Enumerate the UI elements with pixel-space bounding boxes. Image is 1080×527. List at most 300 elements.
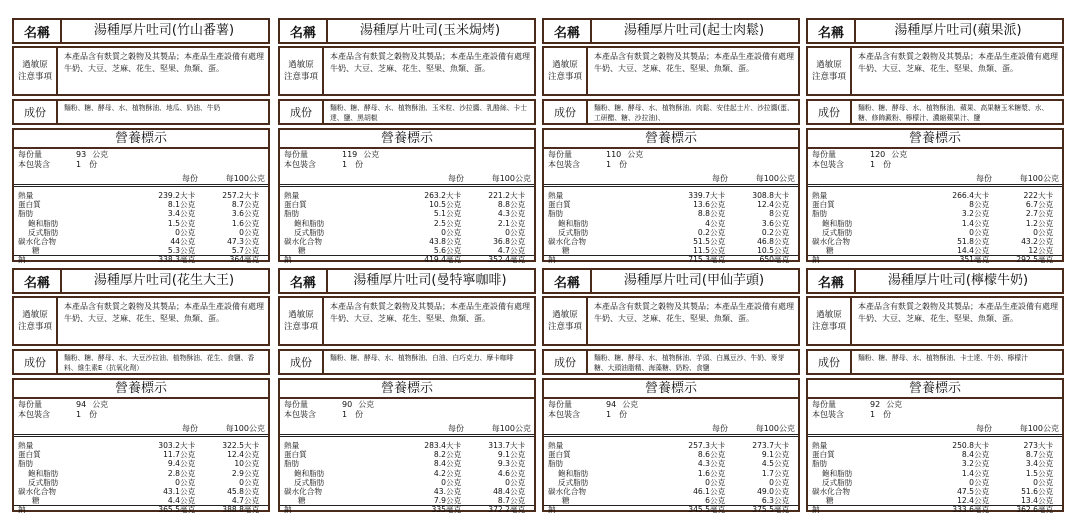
per-serving-value: 5.3 (167, 246, 180, 256)
nutrient-row-protein (14, 450, 268, 459)
nutrient-name: 碳水化合物 (548, 486, 586, 496)
nutrient-row-carbohydrate (544, 237, 798, 246)
ingredients-text: 麵粉、糖、酵母、水、植物酥油、肉鬆、安佳起士片、沙拉醬(蛋、工研醋、糖、沙拉油)、 (594, 104, 794, 122)
nutrient-name: 飽和脂肪 (28, 218, 59, 228)
allergen-label-line1: 過敏原 (816, 60, 842, 70)
per-serving-unit: 公克 (974, 209, 990, 219)
ingredients-row (12, 99, 270, 125)
product-name: 湯種厚片吐司(曼特寧咖啡) (353, 273, 507, 288)
per-serving-header: 每份 (976, 424, 992, 433)
servings-per-pack-row (18, 410, 97, 420)
per-100g-value: 308.8 (752, 191, 774, 200)
per-100g-header: 每100公克 (1019, 424, 1059, 433)
per-100g-value: 8.7 (497, 496, 510, 506)
per-serving-value: 51.5 (693, 236, 710, 246)
per-serving-unit: 大卡 (710, 191, 726, 200)
allergen-label (808, 48, 852, 94)
per-serving-unit: 公克 (710, 209, 726, 219)
per-serving-value: 14.4 (957, 246, 974, 256)
serving-size-value: 119 (342, 150, 358, 159)
nutrient-name: 碳水化合物 (18, 236, 56, 246)
nutrition-table (806, 378, 1064, 515)
name-label: 名稱 (280, 270, 328, 292)
per-100g-value: 2.7 (1025, 209, 1038, 219)
nutrient-name: 蛋白質 (812, 200, 835, 210)
product-name: 湯種厚片吐司(花生大王) (93, 273, 235, 288)
nutrient-row-calories (14, 186, 268, 200)
allergen-label-line1: 過敏原 (816, 310, 842, 320)
nutrient-row-saturated-fat (808, 469, 1062, 478)
per-100g-unit: 公克 (1038, 486, 1054, 496)
per-100g-value: 49.0 (757, 486, 774, 496)
per-100g-value: 6.3 (761, 496, 774, 506)
per-serving-unit: 大卡 (180, 441, 196, 450)
ingredients-text: 麵粉、糖、酵母、水、大豆沙拉油、植物酥油、花生、食鹽、香料、維生素E（抗氧化劑） (64, 354, 255, 372)
per-serving-unit: 公克 (710, 459, 726, 469)
per-100g-header: 每100公克 (491, 424, 531, 433)
per-serving-value: 0 (969, 227, 974, 237)
per-serving-unit: 公克 (180, 486, 196, 496)
nutrient-row-calories (808, 186, 1062, 200)
per-100g-unit: 毫克 (244, 505, 260, 515)
nutrient-row-sugar (808, 496, 1062, 505)
nutrient-rows (14, 186, 268, 265)
allergen-label-line2: 注意事項 (17, 322, 52, 332)
ingredients-text: 麵粉、糖、酵母、水、植物酥油、芋頭、白鳳豆沙、牛奶、麥芽糖、大頭油脂精、海藻糖、奶粉、食鹽 (594, 354, 785, 372)
per-serving-unit: 公克 (446, 200, 462, 210)
allergen-label-line2: 注意事項 (811, 322, 846, 332)
servings-per-pack-value: 1 份 (606, 410, 628, 419)
per-100g-value: 9.1 (761, 450, 774, 460)
nutrition-title: 營養標示 (280, 380, 534, 399)
per-serving-unit: 公克 (180, 227, 196, 237)
name-label: 名稱 (808, 270, 856, 292)
nutrient-row-fat (808, 459, 1062, 468)
per-100g-unit: 大卡 (510, 191, 526, 200)
per-serving-value: 8.4 (433, 459, 446, 469)
ingredients-text: 麵粉、糖、酵母、水、植物酥油、白油、白巧克力、摩卡咖啡 (330, 354, 514, 362)
allergen-label (14, 48, 58, 94)
per-serving-header: 每份 (182, 424, 198, 433)
per-serving-unit: 公克 (710, 246, 726, 256)
ingredients-text: 麵粉、糖、酵母、水、植物酥油、卡士達、牛奶、檸檬汁 (858, 354, 1028, 362)
per-serving-value: 419.4 (424, 255, 446, 265)
per-100g-header: 每100公克 (755, 174, 795, 183)
per-100g-unit: 公克 (244, 200, 260, 210)
per-serving-unit: 公克 (974, 486, 990, 496)
nutrient-name: 鈉 (812, 505, 820, 515)
per-100g-unit: 公克 (510, 236, 526, 246)
serving-size-row (548, 150, 643, 160)
per-100g-value: 4.7 (497, 246, 510, 256)
per-serving-value: 257.3 (688, 441, 710, 450)
per-100g-unit: 公克 (1038, 209, 1054, 219)
nutrient-row-carbohydrate (544, 487, 798, 496)
per-serving-unit: 毫克 (974, 505, 990, 515)
servings-per-pack-value: 1 份 (606, 160, 628, 169)
per-serving-unit: 大卡 (446, 441, 462, 450)
per-serving-value: 8 (969, 200, 974, 210)
nutrient-name: 糖 (32, 246, 40, 256)
per-serving-unit: 公克 (974, 477, 990, 487)
nutrient-name: 蛋白質 (548, 200, 571, 210)
nutrient-name: 飽和脂肪 (28, 468, 59, 478)
ingredients-row (278, 349, 536, 375)
nutrient-row-sodium (544, 255, 798, 264)
nutrient-row-calories (544, 436, 798, 450)
nutrient-name: 飽和脂肪 (558, 468, 589, 478)
per-100g-unit: 公克 (774, 200, 790, 210)
per-serving-value: 6 (705, 496, 710, 506)
ingredients-row (806, 349, 1064, 375)
per-serving-header: 每份 (976, 174, 992, 183)
nutrient-name: 鈉 (548, 505, 556, 515)
nutrient-row-sugar (544, 496, 798, 505)
nutrient-name: 糖 (298, 246, 306, 256)
nutrient-rows (808, 186, 1062, 265)
per-serving-unit: 公克 (446, 246, 462, 256)
per-100g-value: 51.6 (1021, 486, 1038, 496)
ingredients-row (278, 99, 536, 125)
column-header (808, 174, 1062, 185)
per-serving-unit: 公克 (446, 477, 462, 487)
serving-size-value: 120 (870, 150, 886, 159)
nutrient-row-sodium (14, 255, 268, 264)
nutrient-name: 反式脂肪 (294, 227, 325, 237)
nutrient-name: 鈉 (284, 255, 292, 265)
servings-per-pack-value: 1 份 (76, 160, 98, 169)
nutrient-row-carbohydrate (808, 487, 1062, 496)
per-serving-value: 8.2 (433, 450, 446, 460)
per-100g-unit: 公克 (1038, 459, 1054, 469)
per-100g-unit: 公克 (774, 218, 790, 228)
per-serving-unit: 公克 (710, 200, 726, 210)
per-serving-value: 4 (705, 218, 710, 228)
per-serving-value: 8.4 (961, 450, 974, 460)
serving-size-value: 93 (76, 150, 87, 159)
per-serving-value: 4.4 (167, 496, 180, 506)
allergen-label (280, 298, 324, 344)
per-100g-value: 273.7 (752, 441, 774, 450)
allergen-row (278, 296, 536, 346)
allergen-row (806, 46, 1064, 96)
column-header (280, 424, 534, 435)
per-serving-unit: 公克 (446, 236, 462, 246)
nutrient-row-sugar (808, 246, 1062, 255)
nutrient-row-saturated-fat (544, 469, 798, 478)
per-100g-unit: 公克 (510, 227, 526, 237)
per-serving-unit: 毫克 (446, 505, 462, 515)
per-100g-unit: 公克 (244, 486, 260, 496)
per-100g-value: 222 (1023, 191, 1038, 200)
per-serving-unit: 毫克 (974, 255, 990, 265)
servings-per-pack-label: 本包裝含 (18, 410, 50, 419)
per-serving-unit: 公克 (446, 227, 462, 237)
per-serving-value: 250.8 (952, 441, 974, 450)
name-row (806, 268, 1064, 294)
per-100g-unit: 毫克 (1038, 255, 1054, 265)
per-100g-unit: 公克 (510, 450, 526, 460)
per-100g-unit: 公克 (1038, 246, 1054, 256)
per-100g-unit: 公克 (244, 450, 260, 460)
nutrient-row-trans-fat (544, 228, 798, 237)
nutrient-row-fat (14, 459, 268, 468)
per-100g-unit: 大卡 (510, 441, 526, 450)
per-100g-value: 12.4 (227, 450, 244, 460)
name-row (806, 18, 1064, 44)
serving-size-label: 每份量 (812, 400, 836, 409)
name-label: 名稱 (808, 20, 856, 42)
nutrient-name: 蛋白質 (812, 450, 835, 460)
product-label-card (12, 268, 270, 515)
per-serving-unit: 公克 (180, 450, 196, 460)
per-100g-unit: 公克 (244, 236, 260, 246)
ingredients-label: 成份 (14, 101, 58, 123)
per-serving-unit: 毫克 (180, 255, 196, 265)
serving-size-unit: 公克 (627, 150, 644, 159)
product-name: 湯種厚片吐司(竹山番薯) (93, 23, 235, 38)
nutrient-name: 脂肪 (284, 459, 300, 469)
nutrition-table (278, 378, 536, 515)
ingredients-row (542, 349, 800, 375)
allergen-label (808, 298, 852, 344)
per-100g-value: 1.5 (1025, 468, 1038, 478)
nutrient-row-calories (280, 186, 534, 200)
nutrient-name: 脂肪 (548, 459, 564, 469)
product-label-card (278, 268, 536, 515)
nutrient-name: 鈉 (18, 255, 26, 265)
nutrient-row-sodium (14, 505, 268, 514)
servings-per-pack-row (284, 410, 363, 420)
nutrient-rows (280, 186, 534, 265)
per-100g-unit: 公克 (774, 450, 790, 460)
servings-per-pack-label: 本包裝含 (284, 410, 316, 419)
per-100g-value: 8.7 (231, 200, 244, 210)
nutrient-row-sugar (14, 496, 268, 505)
per-100g-unit: 公克 (244, 246, 260, 256)
allergen-label-line2: 注意事項 (811, 72, 846, 82)
per-100g-value: 9.1 (497, 450, 510, 460)
per-100g-value: 3.4 (1025, 459, 1038, 469)
per-100g-unit: 公克 (244, 218, 260, 228)
per-100g-value: 364 (229, 255, 244, 265)
per-100g-value: 47.3 (227, 236, 244, 246)
per-serving-value: 283.4 (424, 441, 446, 450)
product-label-card (542, 268, 800, 515)
ingredients-label: 成份 (280, 101, 324, 123)
allergen-text: 本產品含有麩質之穀物及其製品；本產品生產設備有處理牛奶、大豆、芝麻、花生、堅果、魚類、蛋。 (858, 302, 1058, 323)
serving-size-row (548, 400, 638, 410)
nutrient-name: 碳水化合物 (284, 236, 322, 246)
serving-size-unit: 公克 (92, 400, 109, 409)
nutrient-name: 熱量 (18, 441, 34, 450)
nutrient-name: 蛋白質 (284, 450, 307, 460)
name-label: 名稱 (544, 270, 592, 292)
nutrient-name: 蛋白質 (284, 200, 307, 210)
per-serving-unit: 公克 (974, 236, 990, 246)
per-100g-value: 322.5 (222, 441, 244, 450)
per-serving-value: 351 (959, 255, 974, 265)
allergen-row (12, 296, 270, 346)
per-100g-value: 0.2 (761, 227, 774, 237)
serving-size-unit: 公克 (92, 150, 109, 159)
per-serving-value: 0 (441, 227, 446, 237)
ingredients-row (542, 99, 800, 125)
nutrition-title: 營養標示 (14, 380, 268, 399)
nutrient-name: 飽和脂肪 (822, 468, 853, 478)
per-serving-unit: 公克 (974, 459, 990, 469)
per-serving-value: 3.2 (961, 209, 974, 219)
ingredients-label: 成份 (544, 351, 588, 373)
nutrition-table (806, 128, 1064, 265)
nutrient-name: 熱量 (548, 191, 564, 200)
per-100g-value: 45.8 (227, 486, 244, 496)
servings-per-pack-label: 本包裝含 (18, 160, 50, 169)
serving-size-label: 每份量 (284, 400, 308, 409)
nutrition-table (12, 128, 270, 265)
allergen-label-line1: 過敏原 (288, 60, 314, 70)
allergen-text: 本產品含有麩質之穀物及其製品；本產品生產設備有處理牛奶、大豆、芝麻、花生、堅果、魚類、蛋。 (330, 302, 530, 323)
nutrient-row-fat (280, 209, 534, 218)
per-serving-value: 715.3 (688, 255, 710, 265)
nutrient-name: 脂肪 (548, 209, 564, 219)
nutrient-row-sodium (544, 505, 798, 514)
per-100g-value: 352.4 (488, 255, 510, 265)
per-serving-value: 266.4 (952, 191, 974, 200)
per-serving-value: 239.2 (158, 191, 180, 200)
serving-size-label: 每份量 (18, 400, 42, 409)
per-100g-value: 362.6 (1016, 505, 1038, 515)
per-100g-value: 9.3 (497, 459, 510, 469)
allergen-label-line2: 注意事項 (17, 72, 52, 82)
per-serving-value: 1.4 (961, 218, 974, 228)
nutrient-rows (14, 436, 268, 515)
name-row (542, 18, 800, 44)
ingredients-row (12, 349, 270, 375)
per-serving-unit: 公克 (974, 246, 990, 256)
nutrient-name: 碳水化合物 (284, 486, 322, 496)
name-row (278, 268, 536, 294)
nutrition-table (542, 128, 800, 265)
product-label-card (806, 268, 1064, 515)
serving-size-row (284, 150, 379, 160)
per-serving-unit: 公克 (710, 236, 726, 246)
per-100g-unit: 大卡 (774, 441, 790, 450)
per-100g-value: 1.7 (761, 468, 774, 478)
allergen-text: 本產品含有麩質之穀物及其製品；本產品生產設備有處理牛奶、大豆、芝麻、花生、堅果、魚類、蛋。 (64, 52, 264, 73)
per-serving-unit: 公克 (710, 486, 726, 496)
per-100g-value: 273 (1023, 441, 1038, 450)
nutrient-row-sugar (14, 246, 268, 255)
name-label: 名稱 (280, 20, 328, 42)
servings-per-pack-value: 1 份 (76, 410, 98, 419)
nutrient-row-sodium (808, 505, 1062, 514)
per-serving-unit: 公克 (180, 246, 196, 256)
allergen-label-line1: 過敏原 (22, 310, 48, 320)
column-header (544, 174, 798, 185)
per-100g-value: 292.5 (1016, 255, 1038, 265)
allergen-row (542, 296, 800, 346)
per-serving-unit: 公克 (446, 209, 462, 219)
per-serving-unit: 毫克 (710, 255, 726, 265)
ingredients-text: 麵粉、糖、酵母、水、植物酥油、地瓜、奶油、牛奶 (64, 104, 221, 112)
nutrient-name: 熱量 (284, 441, 300, 450)
nutrient-row-protein (808, 200, 1062, 209)
per-100g-value: 43.2 (1021, 236, 1038, 246)
per-100g-value: 221.2 (488, 191, 510, 200)
per-serving-value: 46.1 (693, 486, 710, 496)
per-100g-unit: 公克 (510, 468, 526, 478)
per-100g-unit: 公克 (774, 227, 790, 237)
serving-size-row (284, 400, 374, 410)
serving-size-unit: 公克 (358, 400, 375, 409)
nutrient-name: 熱量 (548, 441, 564, 450)
allergen-label-line1: 過敏原 (288, 310, 314, 320)
per-100g-value: 10.5 (757, 246, 774, 256)
allergen-text: 本產品含有麩質之穀物及其製品；本產品生產設備有處理牛奶、大豆、芝麻、花生、堅果、魚類、蛋。 (330, 52, 530, 73)
serving-size-unit: 公克 (886, 400, 903, 409)
servings-per-pack-row (548, 160, 627, 170)
serving-size-row (812, 400, 902, 410)
nutrient-name: 糖 (32, 496, 40, 506)
per-serving-unit: 毫克 (446, 255, 462, 265)
per-100g-unit: 毫克 (244, 255, 260, 265)
allergen-label (14, 298, 58, 344)
per-serving-value: 0 (969, 477, 974, 487)
per-100g-value: 372.2 (488, 505, 510, 515)
product-name: 湯種厚片吐司(起士肉鬆) (623, 23, 765, 38)
per-serving-value: 2.8 (167, 468, 180, 478)
allergen-label-line2: 注意事項 (547, 72, 582, 82)
nutrient-row-fat (280, 459, 534, 468)
per-100g-unit: 毫克 (510, 255, 526, 265)
nutrient-name: 反式脂肪 (28, 227, 59, 237)
nutrient-name: 糖 (826, 246, 834, 256)
per-serving-value: 0 (175, 227, 180, 237)
per-100g-header: 每100公克 (225, 174, 265, 183)
per-100g-unit: 公克 (774, 468, 790, 478)
nutrient-name: 反式脂肪 (822, 227, 853, 237)
nutrient-row-trans-fat (544, 478, 798, 487)
per-serving-unit: 公克 (446, 459, 462, 469)
per-serving-unit: 公克 (180, 459, 196, 469)
product-label-card (542, 18, 800, 265)
column-header (14, 174, 268, 185)
servings-per-pack-value: 1 份 (342, 410, 364, 419)
per-100g-unit: 公克 (774, 496, 790, 506)
nutrition-title: 營養標示 (544, 380, 798, 399)
per-100g-unit: 毫克 (1038, 505, 1054, 515)
per-100g-value: 8 (769, 209, 774, 219)
per-serving-unit: 公克 (974, 468, 990, 478)
allergen-label (544, 48, 588, 94)
nutrition-title: 營養標示 (280, 130, 534, 149)
per-100g-value: 2.9 (231, 468, 244, 478)
nutrient-row-sodium (808, 255, 1062, 264)
allergen-row (806, 296, 1064, 346)
nutrient-row-fat (544, 459, 798, 468)
per-serving-unit: 大卡 (446, 191, 462, 200)
servings-per-pack-label: 本包裝含 (548, 160, 580, 169)
per-serving-unit: 公克 (446, 468, 462, 478)
per-serving-unit: 公克 (710, 468, 726, 478)
per-serving-value: 0 (705, 477, 710, 487)
per-serving-value: 335 (431, 505, 446, 515)
per-serving-value: 2.5 (433, 218, 446, 228)
per-100g-value: 8.8 (497, 200, 510, 210)
per-100g-unit: 公克 (510, 200, 526, 210)
servings-per-pack-label: 本包裝含 (812, 410, 844, 419)
